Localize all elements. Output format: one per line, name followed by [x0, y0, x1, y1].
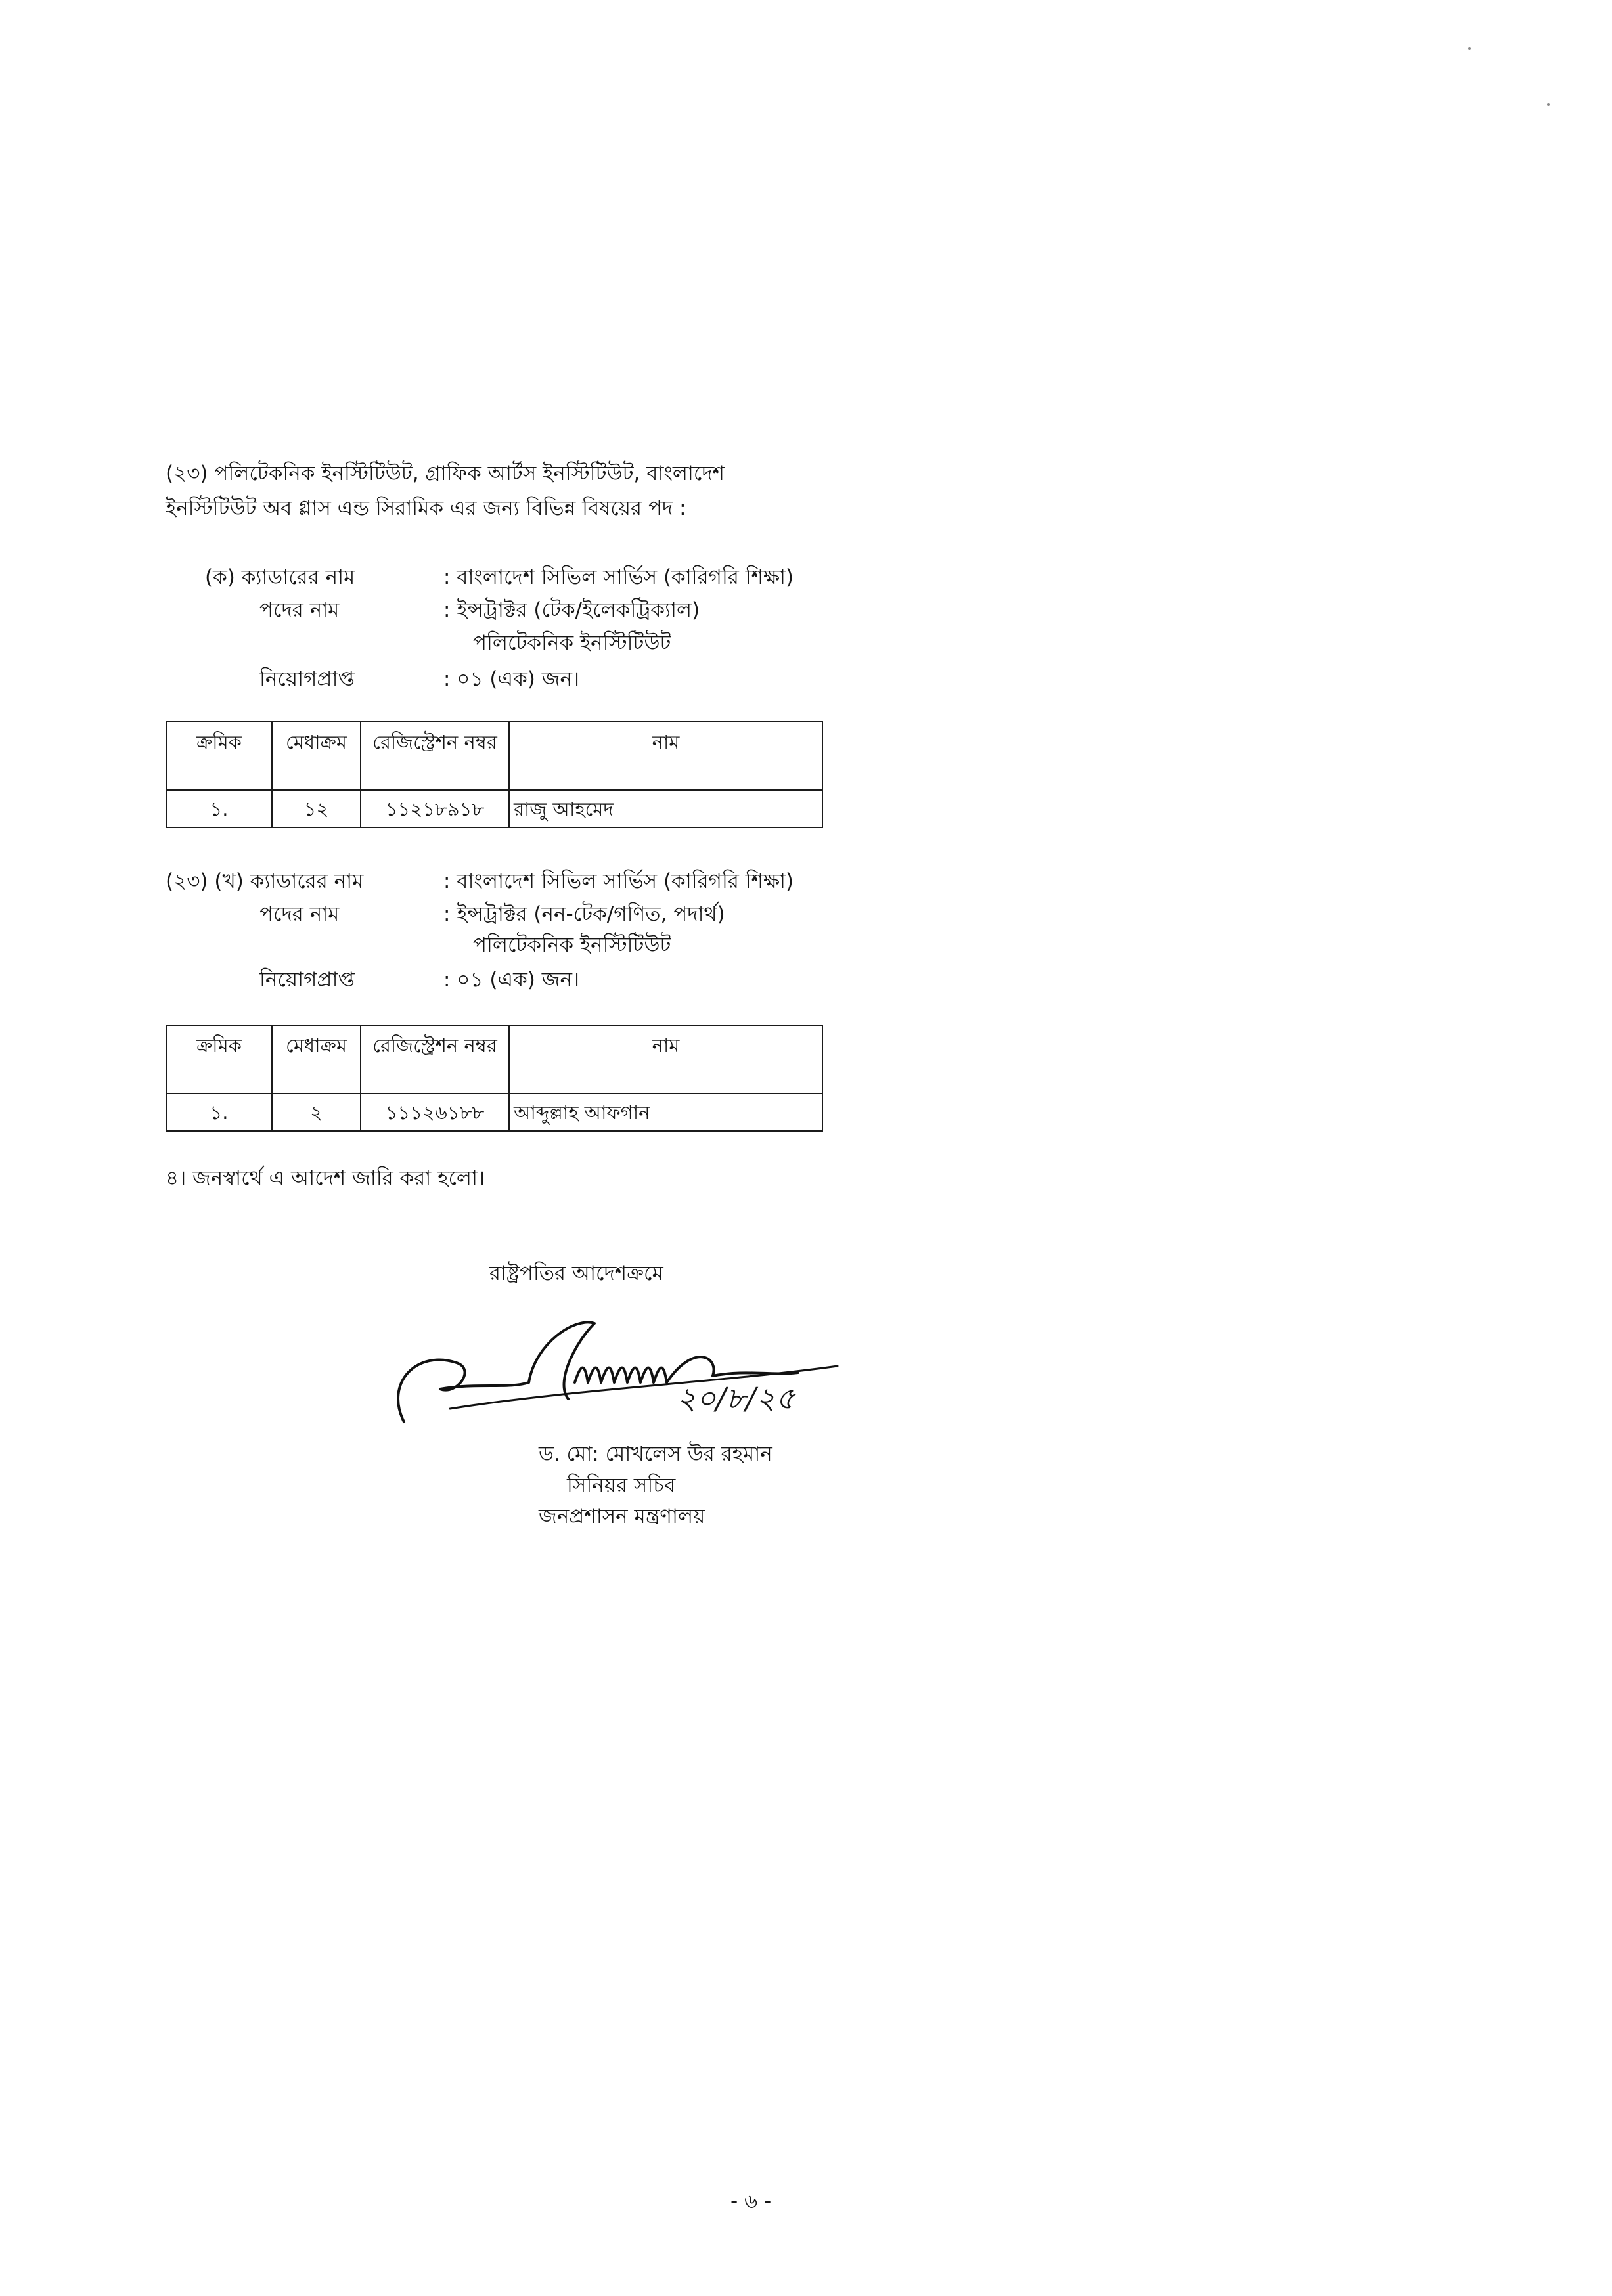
column-header: নাম: [509, 1025, 822, 1093]
appointed-value: : ০১ (এক) জন।: [443, 968, 580, 992]
post-value: : ইন্সট্রাক্টর (নন-টেক/গণিত, পদার্থ): [443, 902, 725, 926]
table-header-row: [166, 1025, 822, 1093]
table-row: [166, 1093, 822, 1131]
serial-cell: ১.: [166, 790, 272, 828]
signatory-ministry: জনপ্রশাসন মন্ত্রণালয়: [539, 1505, 705, 1528]
closing-statement: ৪। জনস্বার্থে এ আদেশ জারি করা হলো।: [166, 1166, 485, 1190]
section-intro: [166, 456, 799, 526]
column-header: রেজিস্ট্রেশন নম্বর: [361, 1025, 509, 1093]
signatory-designation: সিনিয়র সচিব: [567, 1474, 676, 1497]
post-value: : ইন্সট্রাক্টর (টেক/ইলেকট্রিক্যাল): [443, 598, 700, 622]
intro-line-1: (২৩) পলিটেকনিক ইনস্টিটিউট, গ্রাফিক আর্টস ইনস্টিটিউট, বাংলাদেশ: [166, 462, 725, 485]
merit-table-b: [166, 1025, 823, 1132]
cadre-value: : বাংলাদেশ সিভিল সার্ভিস (কারিগরি শিক্ষা): [443, 870, 794, 893]
post-value-line-2: পলিটেকনিক ইনস্টিটিউট: [473, 933, 671, 957]
handwritten-date: ২০/৮/২৫: [677, 1380, 795, 1416]
column-header: ক্রমিক: [166, 722, 272, 790]
column-header: মেধাক্রম: [272, 722, 361, 790]
name-cell: আব্দুল্লাহ আফগান: [509, 1093, 822, 1131]
post-label: পদের নাম: [259, 598, 340, 622]
scan-speck: [1547, 103, 1550, 106]
cadre-label: (২৩) (খ) ক্যাডারের নাম: [166, 870, 364, 893]
appointed-label: নিয়োগপ্রাপ্ত: [259, 667, 355, 691]
serial-cell: ১.: [166, 1093, 272, 1131]
scan-speck: [1468, 47, 1471, 50]
signatory-name: ড. মো: মোখলেস উর রহমান: [539, 1442, 772, 1466]
cadre-value: : বাংলাদেশ সিভিল সার্ভিস (কারিগরি শিক্ষা): [443, 565, 794, 589]
intro-line-2: ইনস্টিটিউট অব গ্লাস এন্ড সিরামিক এর জন্য বিভিন্ন বিষয়ের পদ :: [166, 497, 686, 520]
appointed-value: : ০১ (এক) জন।: [443, 667, 580, 691]
post-value-line-2: পলিটেকনিক ইনস্টিটিউট: [473, 631, 671, 655]
registration-cell: ১১১২৬১৮৮: [361, 1093, 509, 1131]
column-header: ক্রমিক: [166, 1025, 272, 1093]
merit-cell: ২: [272, 1093, 361, 1131]
column-header: রেজিস্ট্রেশন নম্বর: [361, 722, 509, 790]
merit-table-a: [166, 721, 823, 828]
table-row: [166, 790, 822, 828]
cadre-label: (ক) ক্যাডারের নাম: [205, 565, 355, 589]
column-header: মেধাক্রম: [272, 1025, 361, 1093]
name-cell: রাজু আহমেদ: [509, 790, 822, 828]
table-header-row: [166, 722, 822, 790]
appointed-label: নিয়োগপ্রাপ্ত: [259, 968, 355, 992]
by-order-of-president: রাষ্ট্রপতির আদেশক্রমে: [489, 1262, 663, 1285]
merit-cell: ১২: [272, 790, 361, 828]
page-number: - ৬ -: [730, 2190, 772, 2213]
column-header: নাম: [509, 722, 822, 790]
registration-cell: ১১২১৮৯১৮: [361, 790, 509, 828]
post-label: পদের নাম: [259, 902, 340, 926]
